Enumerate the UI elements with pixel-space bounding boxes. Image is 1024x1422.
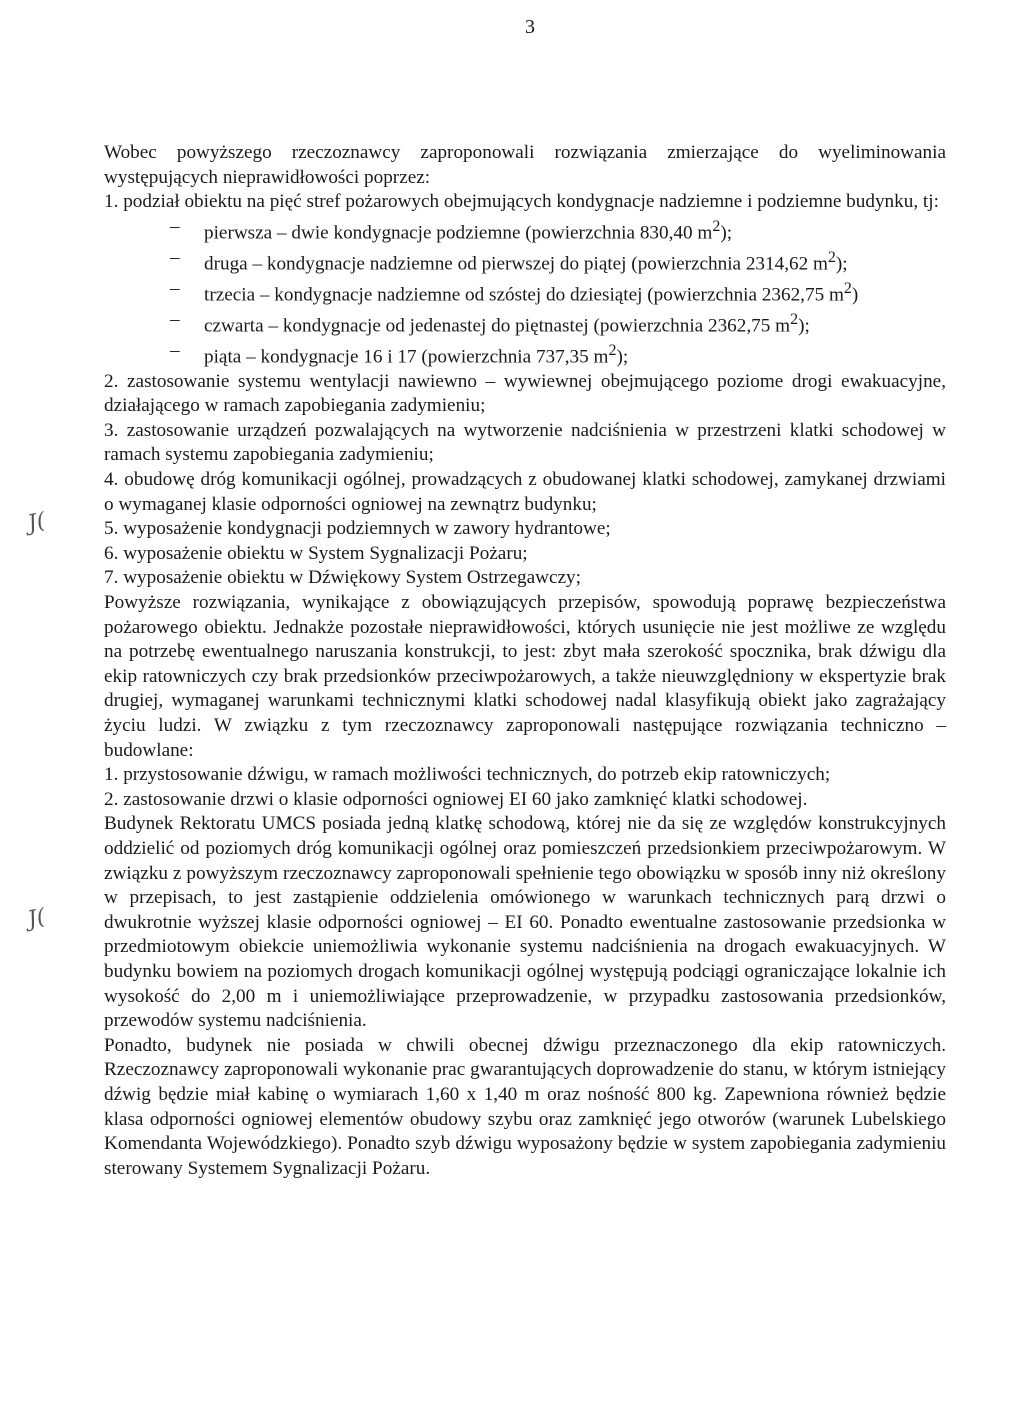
zone-item: – piąta – kondygnacje 16 i 17 (powierzchnia 737,35 $m^2$);	[204, 339, 946, 370]
zone-item: – druga – kondygnacje nadziemne od pierwszej do piątej (powierzchnia 2314,62 $m^2$);	[204, 246, 946, 277]
list-item: 5. wyposażenie kondygnacji podziemnych w zawory hydrantowe;	[104, 518, 611, 540]
paragraph: Powyższe rozwiązania, wynikające z obowiązujących przepisów, spowodują poprawę bezpieczeństwa pożarowego obiektu. Jednakże pozostałe nieprawidłowości, których usunięcie nie jest możliwe ze względu na potrzebę ewentualnego naruszania konstrukcji, to jest: zbyt mała szerokość spocznika, brak dźwigu dla ekip ratowniczych czy brak przedsionków przeciwpożarowych, a także nieuwzględniony w ekspertyzie brak drugiej, wymaganej warunkami technicznymi klatki schodowej nadal klasyfikują obiekt jako zagrażający życiu ludzi. W związku z tym rzeczoznawcy zaproponowali następujące rozwiązania techniczno – budowlane:	[104, 592, 946, 761]
list-item: 2. zastosowanie drzwi o klasie odporności ogniowej EI 60 jako zamknięć klatki schodowej.	[104, 788, 808, 810]
document-body	[104, 141, 946, 1181]
zone-item: – czwarta – kondygnacje od jedenastej do piętnastej (powierzchnia 2362,75 $m^2$);	[204, 308, 946, 339]
zone-item: – trzecia – kondygnacje nadziemne od szóstej do dziesiątej (powierzchnia 2362,75 $m^2$)	[204, 277, 946, 308]
margin-mark: J(	[25, 904, 48, 933]
list-item: 6. wyposażenie obiektu w System Sygnalizacji Pożaru;	[104, 542, 528, 564]
zone-list	[104, 215, 946, 370]
list-item: 7. wyposażenie obiektu w Dźwiękowy System Ostrzegawczy;	[104, 567, 581, 589]
intro-paragraph: Wobec powyższego rzeczoznawcy zaproponowali rozwiązania zmierzające do wyeliminowania występujących nieprawidłowości poprzez:	[104, 142, 946, 188]
list-item: 4. obudowę dróg komunikacji ogólnej, prowadzących z obudowanej klatki schodowej, zamykanej drzwiami o wymaganej klasie odporności ogniowej na zewnątrz budynku;	[104, 469, 946, 515]
list-item: 2. zastosowanie systemu wentylacji nawiewno – wywiewnej obejmującego poziome drogi ewakuacyjne, działającego w ramach zapobiegania zadymieniu;	[104, 370, 946, 417]
paragraph: Budynek Rektoratu UMCS posiada jedną klatkę schodową, której nie da się ze względów konstrukcyjnych oddzielić od poziomych dróg komunikacji ogólnej oraz pomieszczeń przedsionkiem przeciwpożarowym. W związku z powyższym rzeczoznawcy zaproponowali spełnienie tego obowiązku w sposób inny niż określony w przepisach, to jest zastąpienie oddzielenia omówionego w warunkach technicznych parą drzwi o dwukrotnie wyższej klasie odporności ogniowej – EI 60. Ponadto ewentualne zastosowanie przedsionka w przedmiotowym obiekcie uniemożliwia wykonanie systemu nadciśnienia na drogach ewakuacyjnych. W budynku bowiem na poziomych drogach komunikacji ogólnej występują podciągi ograniczające lokalnie ich wysokość do 2,00 m i uniemożliwiające przeprowadzenie, w przypadku zastosowania przedsionków, przewodów systemu nadciśnienia.	[104, 813, 946, 1032]
list-item: 1. podział obiektu na pięć stref pożarowych obejmujących kondygnacje nadziemne i podziemne budynku, tj:	[104, 191, 939, 213]
list-item: 1. przystosowanie dźwigu, w ramach możliwości technicznych, do potrzeb ekip ratowniczych;	[104, 764, 831, 786]
zone-item: – pierwsza – dwie kondygnacje podziemne (powierzchnia 830,40 $m^2$);	[204, 215, 946, 246]
paragraph: Ponadto, budynek nie posiada w chwili obecnej dźwigu przeznaczonego dla ekip ratowniczych. Rzeczoznawcy zaproponowali wykonanie prac gwarantujących doprowadzenie do stanu, w którym istniejący dźwig będzie miał kabinę o wymiarach 1,60 x 1,40 m oraz nośność 800 kg. Zapewniona również będzie klasa odporności ogniowej elementów obudowy szybu oraz zamknięć jego otworów (warunek Lubelskiego Komendanta Wojewódzkiego). Ponadto szyb dźwigu wyposażony będzie w system zapobiegania zadymieniu sterowany Systemem Sygnalizacji Pożaru.	[104, 1034, 946, 1179]
page-number: 3	[525, 16, 535, 38]
list-item: 3. zastosowanie urządzeń pozwalających na wytworzenie nadciśnienia w przestrzeni klatki schodowej w ramach systemu zapobiegania zadymieniu;	[104, 419, 946, 466]
margin-mark: J(	[25, 508, 48, 537]
